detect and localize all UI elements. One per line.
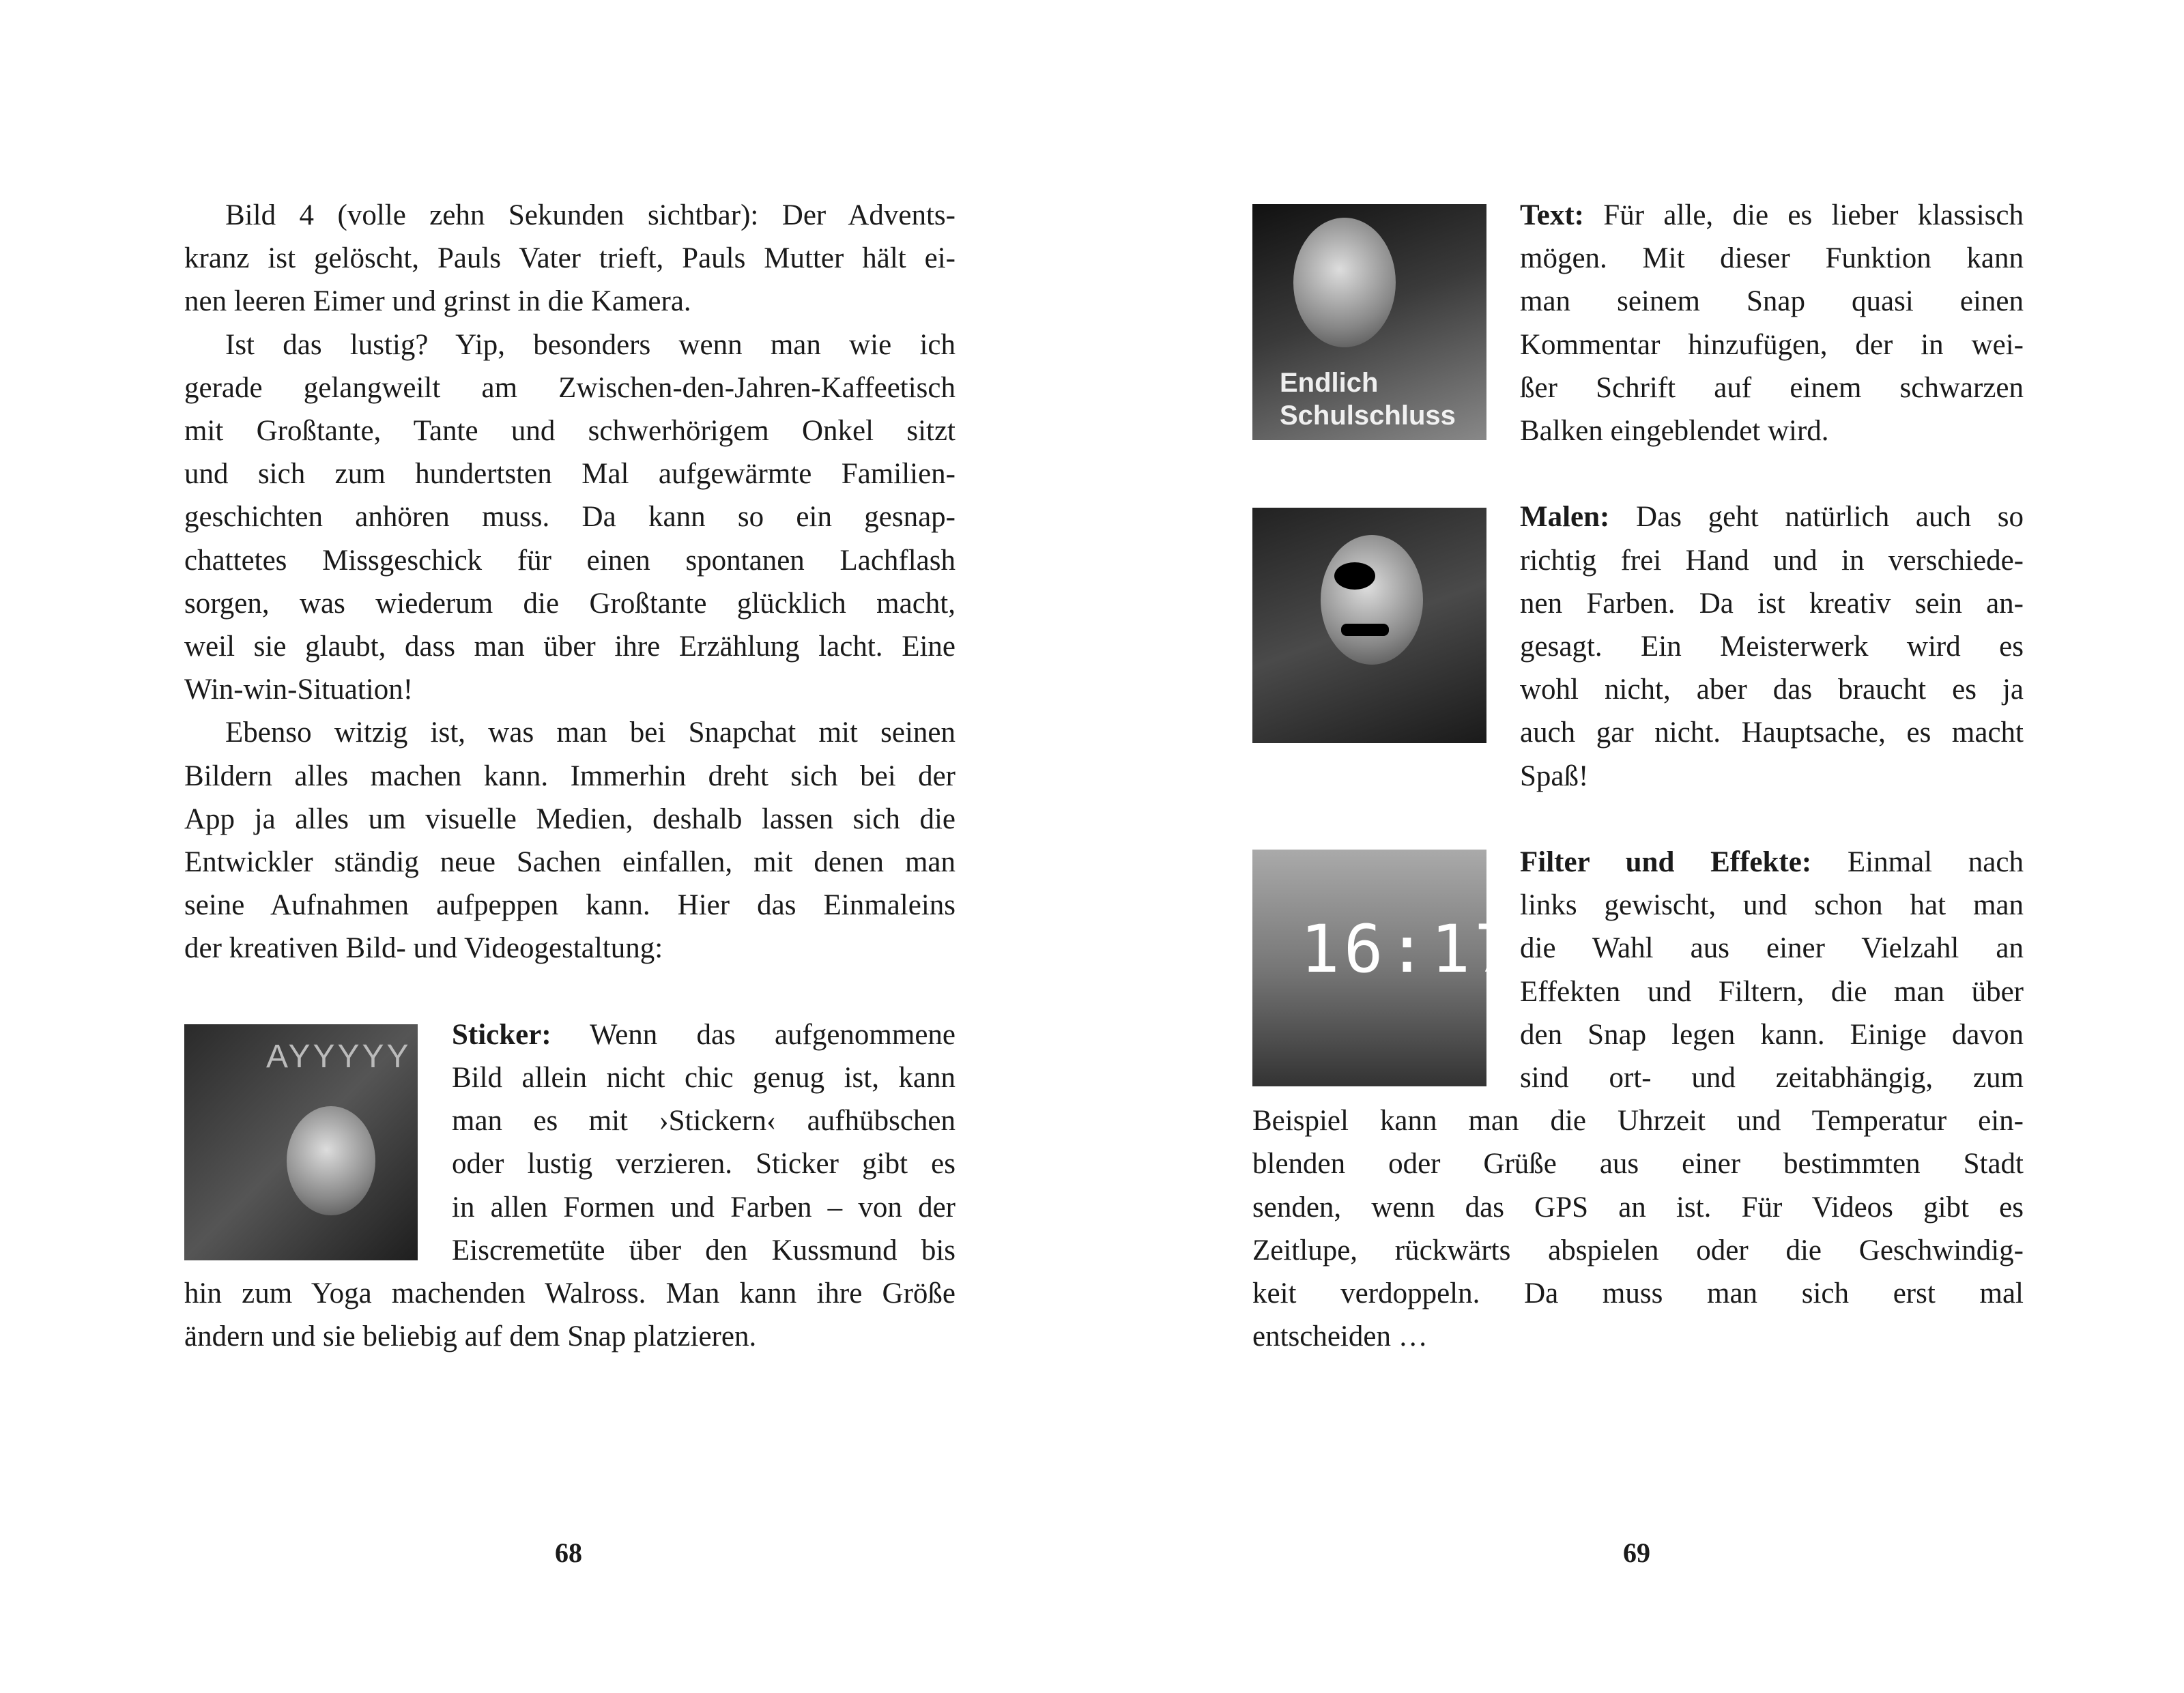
- text-line: [1520, 927, 2024, 970]
- filter-photo: [1252, 850, 1518, 1086]
- text-line: [1520, 495, 2024, 538]
- line-text: geschichten anhören muss. Da kann so ein gesnap-: [184, 501, 956, 534]
- text-line: [184, 884, 956, 927]
- line-text: App ja alles um visuelle Medien, deshalb lassen sich die: [184, 802, 956, 835]
- text-line: [184, 841, 956, 884]
- text-line: [1520, 323, 2024, 366]
- text-caption-photo: [1252, 204, 1486, 440]
- drawing-photo: [1252, 508, 1486, 743]
- text-line: [1520, 194, 2024, 237]
- line-text: Beispiel kann man die Uhrzeit und Temperatur ein-: [1252, 1105, 2024, 1138]
- line-text: wohl nicht, aber das braucht es ja: [1520, 674, 2024, 706]
- text-line: [452, 1099, 956, 1142]
- sticker-caption: AYYYYY: [266, 1039, 412, 1075]
- line-text: man seinem Snap quasi einen: [1520, 285, 2024, 318]
- line-text: keit verdoppeln. Da muss man sich erst mal: [1252, 1277, 2024, 1309]
- text-line: [1520, 366, 2024, 409]
- person-face: [287, 1106, 375, 1215]
- line-text: Effekten und Filtern, die man über: [1520, 975, 2024, 1008]
- line-text: Bild 4 (volle zehn Sekunden sichtbar): Der Advents-: [225, 199, 956, 231]
- text-line: [1252, 1142, 2024, 1185]
- line-text: Balken eingeblendet wird.: [1520, 415, 1829, 447]
- text-line: [184, 409, 956, 452]
- text-line: [1520, 539, 2024, 582]
- line-text: kranz ist gelöscht, Pauls Vater trieft, Pauls Mutter hält ei-: [184, 242, 956, 275]
- line-text: Wenn das aufgenommene: [551, 1018, 956, 1051]
- text-line: [184, 539, 956, 582]
- text-line: [184, 495, 956, 538]
- line-text: weil sie glaubt, dass man über ihre Erzählung lacht. Eine: [184, 631, 956, 663]
- page-number-right: 69: [1623, 1537, 1650, 1568]
- text-line: [1520, 280, 2024, 323]
- text-line: [1520, 1056, 2024, 1099]
- snap-caption: Endlich Schulschluss: [1280, 368, 1456, 431]
- line-text: Win-win-Situation!: [184, 674, 414, 706]
- line-text: richtig frei Hand und in verschiede-: [1520, 544, 2024, 577]
- line-text: Ist das lustig? Yip, besonders wenn man wie ich: [225, 328, 956, 361]
- text-line: [1520, 1013, 2024, 1056]
- line-text: Einmal nach: [1811, 846, 2024, 878]
- page-number-left: 68: [555, 1537, 582, 1568]
- line-text: man es mit ›Stickern‹ aufhübschen: [452, 1105, 956, 1138]
- line-text: sind ort- und zeitabhängig, zum: [1520, 1062, 2024, 1094]
- line-text: hin zum Yoga machenden Walross. Man kann ihre Größe: [184, 1277, 956, 1309]
- line-text: oder lustig verzieren. Sticker gibt es: [452, 1148, 956, 1181]
- line-text: Für alle, die es lieber klassisch: [1583, 199, 2024, 231]
- text-line: [225, 711, 956, 754]
- text-line: [184, 1272, 956, 1315]
- line-text: sorgen, was wiederum die Großtante glücklich macht,: [184, 587, 956, 620]
- text-line: [1252, 1315, 2024, 1358]
- line-text: Ebenso witzig ist, was man bei Snapchat mit seinen: [225, 717, 956, 749]
- line-text: Bildern alles machen kann. Immerhin dreht sich bei der: [184, 759, 956, 792]
- line-text: nen Farben. Da ist kreativ sein an-: [1520, 587, 2024, 620]
- text-line: [184, 625, 956, 668]
- line-text: in allen Formen und Farben – von der: [452, 1191, 956, 1224]
- text-line: [225, 323, 956, 366]
- eye-patch-drawing: [1334, 562, 1375, 590]
- text-line: [1520, 237, 2024, 280]
- section-heading: Filter und Effekte:: [1520, 846, 1812, 878]
- line-text: seine Aufnahmen aufpeppen kann. Hier das Einmaleins: [184, 889, 956, 922]
- text-line: [452, 1229, 956, 1272]
- person-face: [1293, 218, 1396, 347]
- line-text: senden, wenn das GPS an ist. Für Videos gibt es: [1252, 1191, 2024, 1224]
- text-line: [1520, 755, 2024, 798]
- line-text: der kreativen Bild- und Videogestaltung:: [184, 932, 663, 965]
- line-text: ändern und sie beliebig auf dem Snap platzieren.: [184, 1320, 757, 1353]
- sticker-photo: [184, 1024, 418, 1260]
- line-text: mit Großtante, Tante und schwerhörigem Onkel sitzt: [184, 415, 956, 447]
- text-line: [1252, 1099, 2024, 1142]
- line-text: die Wahl aus einer Vielzahl an: [1520, 932, 2024, 965]
- text-line: [184, 798, 956, 841]
- text-line: [1520, 970, 2024, 1013]
- text-line: [184, 755, 956, 798]
- text-line: [1520, 582, 2024, 625]
- line-text: den Snap legen kann. Einige davon: [1520, 1018, 2024, 1051]
- text-line: [1520, 668, 2024, 711]
- line-text: mögen. Mit dieser Funktion kann: [1520, 242, 2024, 275]
- line-text: nen leeren Eimer und grinst in die Kamera.: [184, 285, 691, 318]
- text-line: [452, 1142, 956, 1185]
- text-line: [1252, 1229, 2024, 1272]
- text-line: [1520, 625, 2024, 668]
- person-face: [1321, 535, 1423, 665]
- text-line: [184, 237, 956, 280]
- line-text: auch gar nicht. Hauptsache, es macht: [1520, 717, 2024, 749]
- line-text: Bild allein nicht chic genug ist, kann: [452, 1062, 956, 1094]
- line-text: Spaß!: [1520, 759, 1589, 792]
- text-line: [184, 668, 956, 711]
- line-text: gesagt. Ein Meisterwerk wird es: [1520, 631, 2024, 663]
- line-text: ßer Schrift auf einem schwarzen: [1520, 371, 2024, 404]
- time-filter: 16:17: [1300, 911, 1518, 987]
- line-text: Zeitlupe, rückwärts abspielen oder die Geschwindig-: [1252, 1234, 2024, 1267]
- text-line: [225, 194, 956, 237]
- line-text: blenden oder Grüße aus einer bestimmten Stadt: [1252, 1148, 2024, 1181]
- line-text: entscheiden …: [1252, 1320, 1428, 1353]
- text-line: [1252, 1186, 2024, 1229]
- text-line: [1520, 409, 2024, 452]
- line-text: Das geht natürlich auch so: [1609, 501, 2024, 534]
- mustache-drawing: [1341, 624, 1389, 636]
- text-line: [1520, 711, 2024, 754]
- text-line: [1252, 1272, 2024, 1315]
- text-line: [452, 1056, 956, 1099]
- text-line: [1520, 884, 2024, 927]
- text-line: [452, 1013, 956, 1056]
- text-line: [184, 280, 956, 323]
- line-text: links gewischt, und schon hat man: [1520, 889, 2024, 922]
- section-heading: Sticker:: [452, 1018, 551, 1051]
- text-line: [184, 927, 956, 970]
- line-text: gerade gelangweilt am Zwischen-den-Jahren-Kaffeetisch: [184, 371, 956, 404]
- line-text: Entwickler ständig neue Sachen einfallen, mit denen man: [184, 846, 956, 878]
- text-line: [184, 1315, 956, 1358]
- section-heading: Text:: [1520, 199, 1584, 231]
- text-line: [452, 1186, 956, 1229]
- line-text: chattetes Missgeschick für einen spontanen Lachflash: [184, 544, 956, 577]
- section-heading: Malen:: [1520, 501, 1610, 534]
- line-text: und sich zum hundertsten Mal aufgewärmte Familien-: [184, 458, 956, 491]
- text-line: [184, 366, 956, 409]
- text-line: [184, 452, 956, 495]
- text-line: [1520, 841, 2024, 884]
- text-line: [184, 582, 956, 625]
- line-text: Kommentar hinzufügen, der in wei-: [1520, 328, 2024, 361]
- line-text: Eiscremetüte über den Kussmund bis: [452, 1234, 956, 1267]
